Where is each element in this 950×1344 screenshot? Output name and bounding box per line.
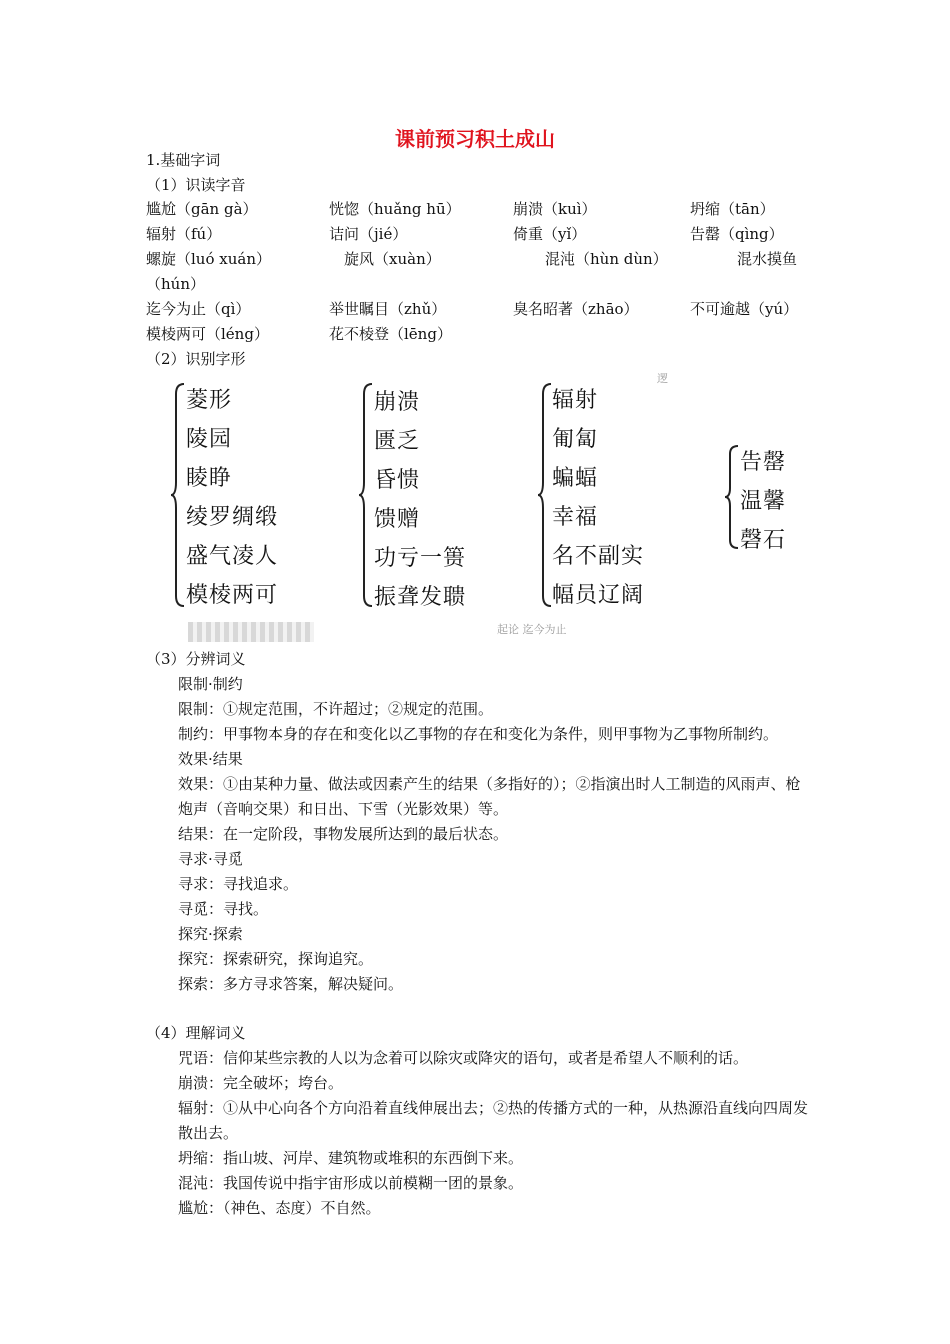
- glyph-word: 菱形: [186, 388, 233, 413]
- glyph-word: 振聋发聩: [374, 585, 467, 610]
- meaning-head: 探究·探索: [178, 925, 243, 943]
- glyph-word: 睖睁: [186, 466, 233, 491]
- definition: 咒语：信仰某些宗教的人以为念着可以除灾或降灾的语句，或者是希望人不顺利的话。: [178, 1049, 749, 1067]
- definition: 崩溃：完全破坏；垮台。: [178, 1074, 344, 1092]
- glyph-word: 模棱两可: [186, 583, 279, 608]
- meaning-def: 探索：多方寻求答案，解决疑问。: [178, 975, 404, 993]
- meaning-def: 效果：①由某种力量、做法或因素产生的结果（多指好的）；②指演出时人工制造的风雨声、枪炮声（音响交果）和日出、下雪（光影效果）等。: [178, 775, 801, 818]
- pron-item: 螺旋（luó xuán）: [146, 250, 271, 268]
- meaning-def: 寻求：寻找追求。: [178, 875, 299, 893]
- subsection-meanings: （3）分辨词义: [146, 650, 246, 668]
- pron-item: 坍缩（tān）: [690, 200, 775, 218]
- pron-item: 混水摸鱼: [737, 250, 798, 268]
- glyph-word: 馈赠: [374, 507, 421, 532]
- meaning-head: 寻求·寻觅: [178, 850, 243, 868]
- glyph-word: 蝙蝠: [552, 466, 599, 491]
- pron-item: 诘问（jié）: [329, 225, 408, 243]
- pron-item: （hún）: [146, 275, 205, 293]
- meaning-head: 限制·制约: [178, 675, 243, 693]
- meanings-list: [146, 672, 810, 997]
- pron-item: 恍惚（huǎng hū）: [329, 200, 461, 218]
- definition: 混沌：我国传说中指宇宙形成以前模糊一团的景象。: [178, 1174, 524, 1192]
- definition: 尴尬：（神色、态度）不自然。: [178, 1199, 381, 1217]
- pron-item: 辐射（fú）: [146, 225, 222, 243]
- pron-item: 迄今为止（qì）: [146, 300, 251, 318]
- brace-icon: [358, 382, 374, 608]
- scan-mark: 逻: [657, 372, 668, 385]
- meaning-def: 限制：①规定范围，不许超过；②规定的范围。: [178, 700, 494, 718]
- meaning-def: 探究：探索研究，探询追究。: [178, 950, 374, 968]
- brace-icon: [170, 382, 186, 608]
- pron-item: 举世瞩目（zhǔ）: [329, 300, 447, 318]
- glyph-word: 温馨: [740, 489, 787, 514]
- scan-mark: 起论 迄今为止: [497, 623, 567, 636]
- pron-item: 模棱两可（léng）: [146, 325, 269, 343]
- glyph-word: 幸福: [552, 505, 599, 530]
- glyph-word: 崩溃: [374, 390, 421, 415]
- glyph-word: 匮乏: [374, 429, 421, 454]
- brace-icon: [724, 444, 740, 550]
- glyph-word: 盛气凌人: [186, 544, 279, 569]
- definition: 辐射：①从中心向各个方向沿着直线伸展出去；②热的传播方式的一种，从热源沿直线向四周发散出去。: [178, 1099, 809, 1142]
- scan-smudge: [188, 622, 314, 642]
- brace-icon: [537, 382, 553, 608]
- subsection-understanding: （4）理解词义: [146, 1024, 246, 1042]
- pron-item: 混沌（hùn dùn）: [545, 250, 668, 268]
- glyph-word: 辐射: [552, 388, 599, 413]
- understanding-list: [146, 1046, 810, 1221]
- page-title: 课前预习积土成山: [395, 127, 555, 151]
- pron-item: 旋风（xuàn）: [344, 250, 441, 268]
- glyph-word: 陵园: [186, 427, 233, 452]
- glyph-word: 磬石: [740, 528, 787, 553]
- glyph-word: 绫罗绸缎: [186, 505, 279, 530]
- pron-item: 倚重（yǐ）: [513, 225, 587, 243]
- glyph-word: 昏愦: [374, 468, 421, 493]
- pron-item: 崩溃（kuì）: [513, 200, 597, 218]
- glyph-word: 功亏一篑: [374, 546, 467, 571]
- subsection-pronunciation: （1）识读字音: [146, 176, 246, 194]
- definition: 坍缩：指山坡、河岸、建筑物或堆积的东西倒下来。: [178, 1149, 524, 1167]
- subsection-glyphs: （2）识别字形: [146, 350, 246, 368]
- glyph-word: 告罄: [740, 450, 787, 475]
- meaning-head: 效果·结果: [178, 750, 243, 768]
- section-basic-words: 1.基础字词: [146, 151, 221, 169]
- glyph-word: 名不副实: [552, 544, 645, 569]
- pron-item: 不可逾越（yú）: [690, 300, 799, 318]
- glyph-word: 匍匐: [552, 427, 599, 452]
- pron-item: 臭名昭著（zhāo）: [513, 300, 639, 318]
- glyph-word: 幅员辽阔: [552, 583, 645, 608]
- pron-item: 尴尬（gān gà）: [146, 200, 258, 218]
- meaning-def: 结果：在一定阶段，事物发展所达到的最后状态。: [178, 825, 509, 843]
- meaning-def: 制约：甲事物本身的存在和变化以乙事物的存在和变化为条件，则甲事物为乙事物所制约。: [178, 725, 779, 743]
- pron-item: 告罄（qìng）: [690, 225, 784, 243]
- pron-item: 花不棱登（lēng）: [329, 325, 452, 343]
- meaning-def: 寻觅：寻找。: [178, 900, 269, 918]
